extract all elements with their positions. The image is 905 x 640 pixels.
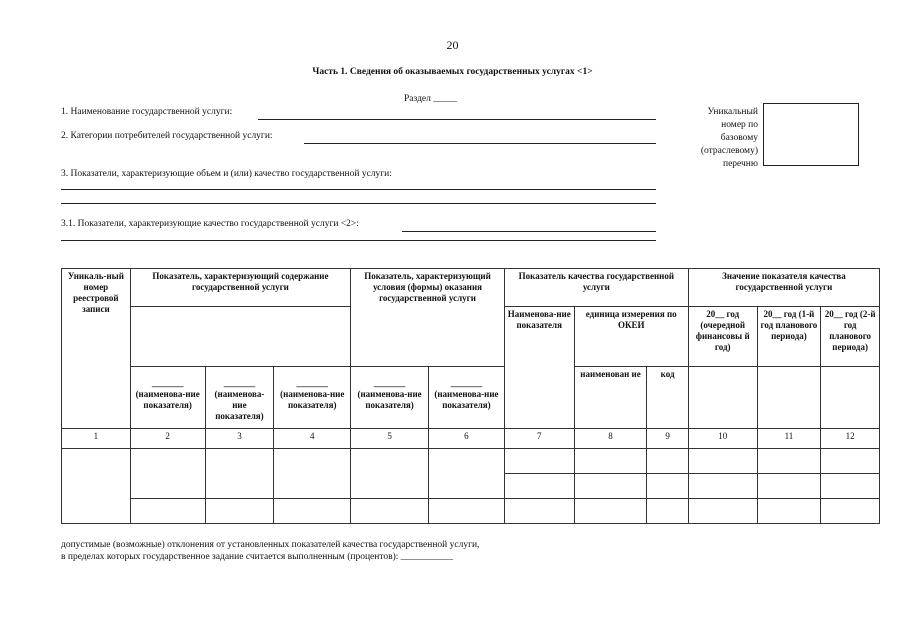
col-number-9: 9: [647, 428, 688, 448]
col-number-2: 2: [130, 428, 205, 448]
data-cell[interactable]: [429, 448, 505, 498]
field-consumers-line[interactable]: [304, 143, 656, 144]
col-number-5: 5: [351, 428, 429, 448]
field-service-name-label: 1. Наименование государственной услуги:: [61, 107, 233, 117]
data-cell[interactable]: [62, 448, 131, 523]
data-cell[interactable]: [205, 448, 274, 498]
data-cell[interactable]: [821, 448, 880, 473]
field-quality-line-2[interactable]: [61, 240, 656, 241]
subheader-conditions-1: _______ (наименова-ние показателя): [351, 366, 429, 428]
col-number-7: 7: [504, 428, 574, 448]
subheader-unit-name: наименован ие: [574, 366, 647, 428]
quality-indicators-table: [61, 268, 880, 524]
header-year-1: 20__ год (1-й год планового периода): [757, 306, 821, 366]
subheader-year-2-empty: [821, 366, 880, 428]
data-cell[interactable]: [757, 498, 821, 523]
data-cell[interactable]: [647, 473, 688, 498]
section-label: Раздел _____: [404, 94, 457, 104]
col-number-12: 12: [821, 428, 880, 448]
field-indicators-line-1[interactable]: [61, 189, 656, 190]
data-cell[interactable]: [130, 498, 205, 523]
col-number-6: 6: [429, 428, 505, 448]
data-cell[interactable]: [647, 498, 688, 523]
subheader-year-1-empty: [757, 366, 821, 428]
header-content-spacer: [130, 306, 350, 366]
data-cell[interactable]: [274, 498, 351, 523]
data-cell[interactable]: [351, 448, 429, 498]
data-cell[interactable]: [757, 473, 821, 498]
field-service-name-line[interactable]: [258, 119, 656, 120]
col-number-8: 8: [574, 428, 647, 448]
header-unique-number: Уникаль-ный номер реестровой записи: [62, 269, 131, 429]
col-number-11: 11: [757, 428, 821, 448]
subheader-content-3: _______ (наименова-ние показателя): [274, 366, 351, 428]
footer-deviation-line-1: допустимые (возможные) отклонения от установленных показателей качества государственной услуги,: [61, 540, 480, 550]
col-number-4: 4: [274, 428, 351, 448]
data-cell[interactable]: [205, 498, 274, 523]
field-indicators-line-2[interactable]: [61, 203, 656, 204]
field-consumers-label: 2. Категории потребителей государственной услуги:: [61, 131, 273, 141]
field-indicators-label: 3. Показатели, характеризующие объем и (или) качество государственной услуги:: [61, 169, 392, 179]
data-cell[interactable]: [688, 498, 757, 523]
data-cell[interactable]: [574, 473, 647, 498]
data-cell[interactable]: [351, 498, 429, 523]
col-number-10: 10: [688, 428, 757, 448]
data-cell[interactable]: [757, 448, 821, 473]
subheader-conditions-2: _______ (наименова-ние показателя): [429, 366, 505, 428]
data-cell[interactable]: [429, 498, 505, 523]
data-cell[interactable]: [504, 448, 574, 473]
data-cell[interactable]: [821, 473, 880, 498]
data-cell[interactable]: [574, 498, 647, 523]
header-year-2: 20__ год (2-й год планового периода): [821, 306, 880, 366]
footer-deviation-line-2: в пределах которых государственное задание считается выполненным (процентов): ___________: [61, 552, 454, 562]
data-cell[interactable]: [504, 498, 574, 523]
col-number-3: 3: [205, 428, 274, 448]
data-cell[interactable]: [688, 448, 757, 473]
field-quality-label: 3.1. Показатели, характеризующие качество государственной услуги <2>:: [61, 219, 359, 229]
registry-number-label: Уникальный номер по базовому (отраслевому) перечню: [700, 107, 758, 169]
header-year-0: 20__ год (очередной финансовы й год): [688, 306, 757, 366]
data-cell[interactable]: [647, 448, 688, 473]
header-conditions-indicator: Показатель, характеризующий условия (формы) оказания государственной услуги: [351, 269, 505, 307]
data-cell[interactable]: [574, 448, 647, 473]
page-number: 20: [446, 38, 459, 52]
data-cell[interactable]: [504, 473, 574, 498]
col-number-1: 1: [62, 428, 131, 448]
header-conditions-spacer: [351, 306, 505, 366]
header-quality-value: Значение показателя качества государственной услуги: [688, 269, 879, 307]
part-title: Часть 1. Сведения об оказываемых государственных услугах <1>: [312, 67, 593, 77]
field-quality-line-1[interactable]: [402, 231, 656, 232]
data-cell[interactable]: [274, 448, 351, 498]
subheader-unit-code: код: [647, 366, 688, 428]
header-okei-unit: единица измерения по ОКЕИ: [574, 306, 688, 366]
subheader-content-1: _______ (наименова-ние показателя): [130, 366, 205, 428]
subheader-year-0-empty: [688, 366, 757, 428]
data-cell[interactable]: [821, 498, 880, 523]
header-indicator-name: Наименова-ние показателя: [504, 306, 574, 428]
header-quality-indicator: Показатель качества государственной услуги: [504, 269, 688, 307]
subheader-content-2: _______ (наименова-ние показателя): [205, 366, 274, 428]
data-cell[interactable]: [688, 473, 757, 498]
data-cell[interactable]: [130, 448, 205, 498]
registry-number-box[interactable]: [763, 103, 859, 166]
header-content-indicator: Показатель, характеризующий содержание государственной услуги: [130, 269, 350, 307]
